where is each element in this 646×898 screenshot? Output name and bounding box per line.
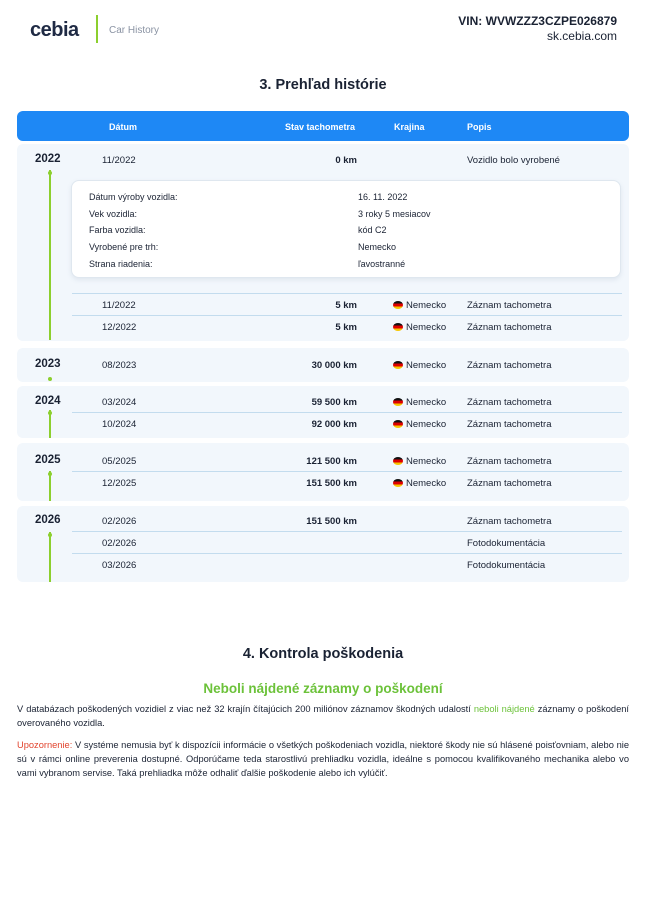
germany-flag-icon [393, 420, 403, 428]
row-separator [72, 294, 622, 316]
row-description: Vozidlo bolo vyrobené [467, 155, 560, 166]
year-label: 2026 [35, 514, 61, 526]
row-country: Nemecko [393, 360, 446, 371]
row-description: Záznam tachometra [467, 516, 552, 527]
logo-divider [96, 15, 98, 43]
row-odometer: 5 km [335, 300, 357, 311]
table-header [17, 111, 629, 141]
row-odometer: 0 km [335, 155, 357, 166]
detail-label: Farba vozidla: [89, 225, 146, 235]
row-odometer: 121 500 km [306, 456, 357, 467]
row-description: Záznam tachometra [467, 322, 552, 333]
table-row [72, 510, 622, 532]
detail-value: ľavostranné [358, 259, 406, 269]
col-date: Dátum [109, 122, 138, 132]
detail-label: Strana riadenia: [89, 259, 153, 269]
warning-paragraph: Upozornenie: V systéme nemusia byť k dispozícii informácie o všetkých poškodeniach vozidla, niektoré škody nie sú hlásené poisťovniam, alebo nie sú v rámci online preverenia dostupné. Odporúčame teda starostlivú prehliadku vozidla, ideálne s pomocou kvalifikovaného mechanika alebo vo vami vybranom servise. Taká prehliadka môže odhaliť ďalšie poškodenie alebo ich vylúčiť. [17, 740, 629, 778]
year-label: 2025 [35, 454, 61, 466]
timeline-dot [48, 472, 52, 476]
warning-label: Upozornenie: [17, 740, 73, 750]
logo-subtitle: Car History [109, 25, 160, 36]
row-odometer: 30 000 km [311, 360, 357, 371]
damage-paragraph: V databázach poškodených vozidiel z viac než 32 krajín čítajúcich 200 miliónov záznamov škodných udalostí neboli nájdené záznamy o poškodení overovaného vozidla. [17, 704, 629, 728]
section-title-damage: 4. Kontrola poškodenia [242, 646, 404, 662]
row-country: Nemecko [393, 478, 446, 489]
row-odometer: 151 500 km [306, 478, 357, 489]
section-title-history: 3. Prehľad histórie [259, 77, 387, 93]
year-label: 2023 [35, 358, 61, 370]
table-row [72, 554, 622, 576]
timeline-dot [48, 171, 52, 175]
row-description: Záznam tachometra [467, 456, 552, 467]
row-country: Nemecko [393, 419, 446, 430]
damage-result-heading: Neboli nájdené záznamy o poškodení [203, 681, 443, 696]
row-date: 12/2025 [102, 478, 137, 489]
row-description: Fotodokumentácia [467, 560, 546, 571]
germany-flag-icon [393, 457, 403, 465]
timeline-dot [48, 533, 52, 537]
row-country: Nemecko [393, 456, 446, 467]
row-date: 11/2022 [102, 155, 136, 166]
row-odometer: 151 500 km [306, 516, 357, 527]
highlight-text: neboli nájdené [473, 704, 535, 714]
vin-number: VIN: WVWZZZ3CZPE026879 [458, 14, 617, 28]
row-date: 02/2026 [102, 516, 137, 527]
row-date: 12/2022 [102, 322, 137, 333]
timeline-line [49, 532, 51, 582]
table-row [72, 316, 622, 338]
table-row [72, 472, 622, 494]
timeline-line [49, 170, 51, 340]
detail-label: Dátum výroby vozidla: [89, 192, 178, 202]
row-date: 05/2025 [102, 456, 137, 467]
year-label: 2022 [35, 153, 61, 165]
germany-flag-icon [393, 323, 403, 331]
row-country: Nemecko [393, 322, 446, 333]
cebia-logo: cebia [30, 19, 79, 41]
row-description: Záznam tachometra [467, 419, 552, 430]
table-row [72, 391, 622, 413]
row-date: 03/2026 [102, 560, 137, 571]
site-url: sk.cebia.com [546, 29, 617, 43]
detail-value: 3 roky 5 mesiacov [358, 209, 431, 219]
row-country: Nemecko [393, 300, 446, 311]
detail-label: Vek vozidla: [89, 209, 138, 219]
row-description: Záznam tachometra [467, 478, 552, 489]
germany-flag-icon [393, 479, 403, 487]
timeline-dot [48, 377, 52, 381]
row-description: Záznam tachometra [467, 300, 552, 311]
germany-flag-icon [393, 361, 403, 369]
row-date: 03/2024 [102, 397, 137, 408]
germany-flag-icon [393, 398, 403, 406]
col-country: Krajina [394, 122, 425, 132]
vehicle-detail-card [71, 180, 621, 278]
row-date: 11/2022 [102, 300, 136, 311]
detail-value: 16. 11. 2022 [358, 192, 408, 202]
row-description: Záznam tachometra [467, 360, 552, 371]
row-date: 10/2024 [102, 419, 137, 430]
row-description: Záznam tachometra [467, 397, 552, 408]
table-row [72, 413, 622, 435]
row-country: Nemecko [393, 397, 446, 408]
detail-label: Vyrobené pre trh: [89, 242, 159, 252]
col-description: Popis [467, 122, 492, 132]
row-odometer: 92 000 km [311, 419, 357, 430]
year-label: 2024 [35, 395, 61, 407]
row-date: 02/2026 [102, 538, 137, 549]
table-row [72, 450, 622, 472]
row-odometer: 5 km [335, 322, 357, 333]
timeline-dot [48, 411, 52, 415]
col-odometer: Stav tachometra [285, 122, 356, 132]
detail-value: Nemecko [358, 242, 397, 252]
table-row [72, 354, 622, 376]
row-odometer: 59 500 km [311, 397, 357, 408]
row-description: Fotodokumentácia [467, 538, 546, 549]
table-row [72, 149, 622, 171]
detail-value: kód C2 [358, 225, 387, 235]
row-date: 08/2023 [102, 360, 137, 371]
table-row [72, 532, 622, 554]
